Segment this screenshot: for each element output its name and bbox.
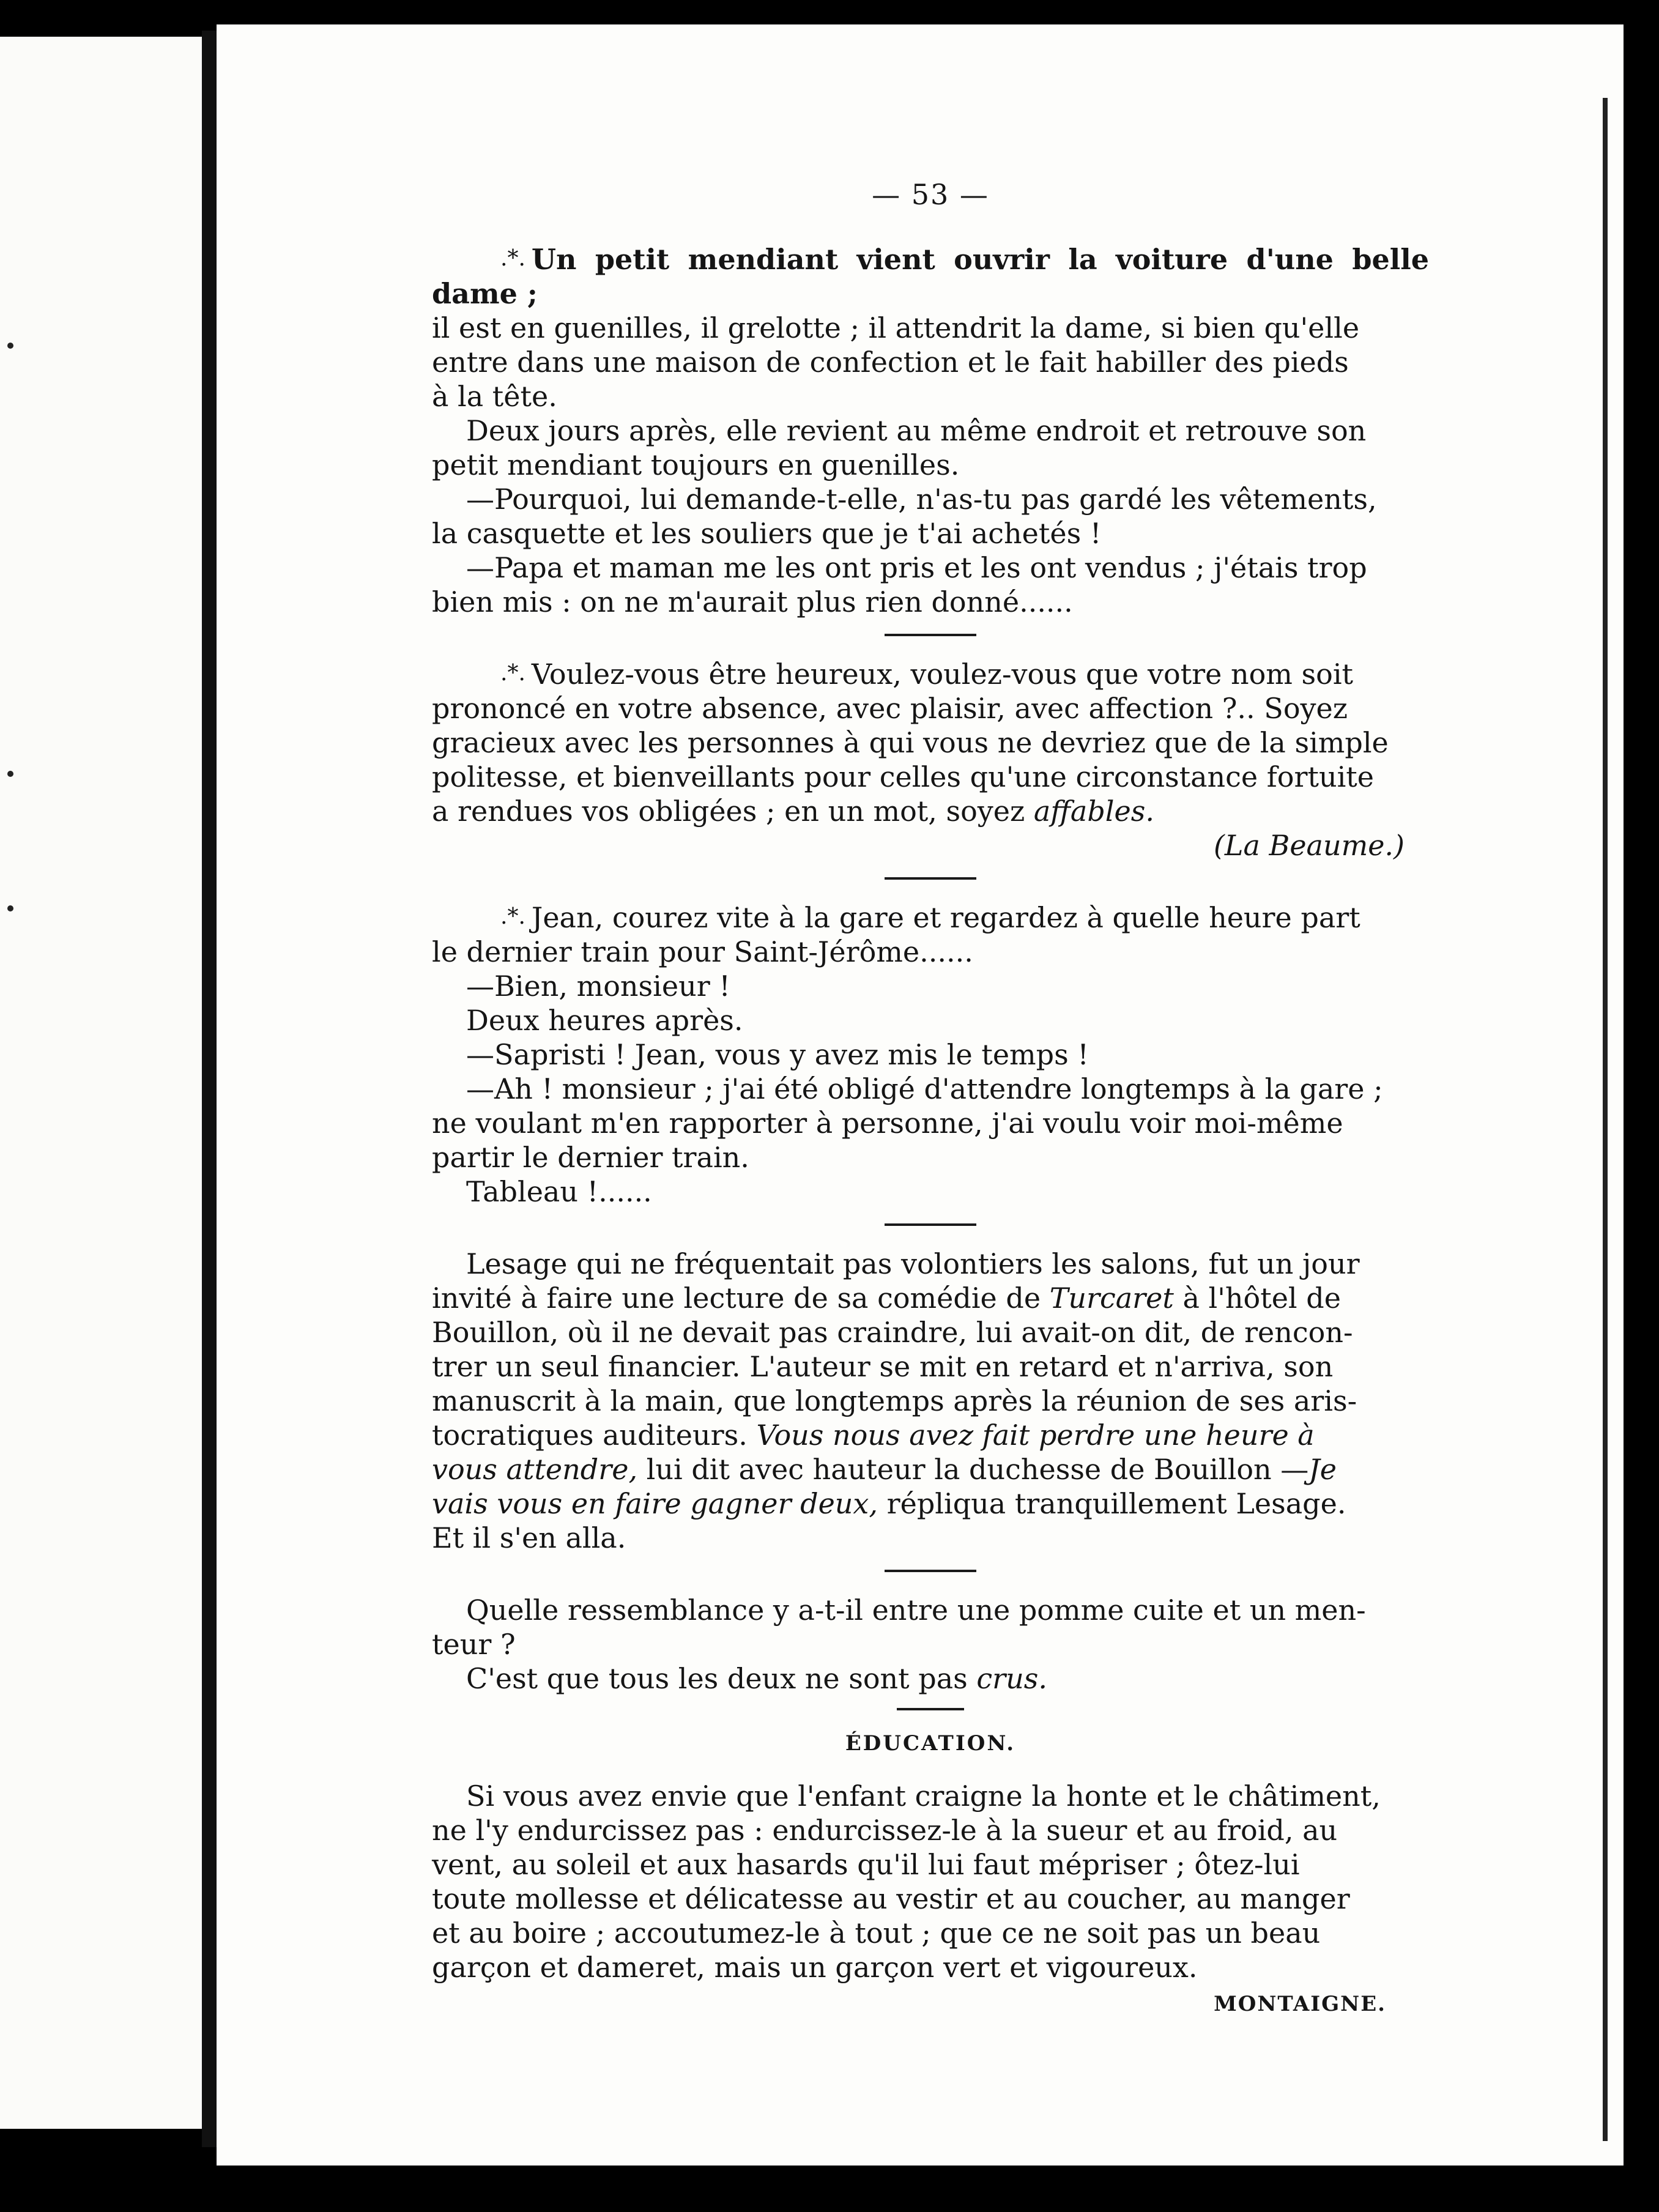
paragraph-riddle: Quelle ressemblance y a-t-il entre une pomme cuite et un men- xyxy=(466,1594,1366,1627)
author-signature: MONTAIGNE. xyxy=(1214,1992,1386,2016)
section-separator xyxy=(885,634,976,636)
asterism-icon: .*. xyxy=(500,661,525,686)
paragraph-education: Si vous avez envie que l'enfant craigne la honte et le châtiment, xyxy=(466,1780,1381,1813)
margin-mark xyxy=(7,343,13,349)
asterism-icon: .*. xyxy=(500,246,525,271)
paragraph-heureux: .*. Voulez-vous être heureux, voulez-vous que votre nom soit xyxy=(432,657,1429,691)
section-separator xyxy=(897,1708,964,1710)
page-text: — 53 — .*. Un petit mendiant vient ouvrir la voiture d'une belle dame ; il est en guenilles, il grelotte ; il attendrit la dame, si bien qu'elle entre dans une maison de confection et le fait habiller des pieds à la tête. Deux jours après, elle revient au même endroit et retrouve son petit mendiant toujours en guenilles. —Pourquoi, lui demande-t-elle, n'as-tu pas gardé les vêtements, la casquette et les souliers que je t'ai achetés ! —Papa et maman me les ont pris et les ont vendus ; j'étais trop bien mis : on ne m'aurait plus rien donné...... .*. Voulez-vous être heureux, voulez-vous que votre nom soit prononcé en votre absence, avec plaisir, avec affection ?.. Soyez gracieux avec les personnes à qui vous ne devriez que de la simple politesse, et bienveillants pour celles qu'une circonstance fortuite a rendues vos obligées ; en un mot, soyez affables. (La Beaume.) .*. Jean, courez vite à la gare et regardez à quelle heure part le dernier train pour Saint-Jérôme...... —Bien, monsieur ! Deux heures après. —Sapristi ! Jean, vous y avez mis le temps ! —Ah ! monsieur ; j'ai été obligé d'attendre longtemps à la gare ; ne voulant m'en rapporter à personne, j'ai voulu voir moi-même partir le dernier train. Tableau !...... Lesage qui ne fréquentait pas volontiers les salons, fut un jour invité à faire une lecture de sa comédie de Turcaret à l'hôtel de Bouillon, où il ne devait pas craindre, lui avait-on dit, de rencon- trer un seul financier. L'auteur se mit en retard et n'arriva, son manuscrit à la main, que longtemps après la réunion de ses aris- tocratiques auditeurs. Vous nous avez fait perdre une heure à vous attendre, lui dit avec hauteur la duchesse de Bouillon —Je vais vous en faire gagner deux, répliqua tranquillement Lesage. Et il s'en alla. Quelle ressemblance y a-t-il entre une pomme cuite et un men- teur ? C'est que tous les deux ne sont pas crus. ÉDUCATION. Si vous avez envie que l'enfant craigne la honte et le châtiment, ne l'y endurcissez pas : endurcissez-le à la sueur et au froid, au vent, au soleil et aux hasards qu'il lui faut mépriser ; ôtez-lui toute mollesse et délicatesse au vestir et au coucher, au manger et au boire ; accoutumez-le à tout ; que ce ne soit pas un beau garçon et dameret, mais un garçon vert et vigoureux. MONTAIGNE. xyxy=(432,177,1429,2021)
book-binding xyxy=(202,31,217,2147)
page-number: — 53 — xyxy=(872,178,989,211)
paragraph-papa: —Papa et maman me les ont pris et les ont vendus ; j'étais trop xyxy=(466,551,1367,584)
margin-mark xyxy=(7,905,13,911)
paragraph-mendiant: .*. Un petit mendiant vient ouvrir la voiture d'une belle dame ; xyxy=(432,243,1429,310)
paragraph-deux-jours: Deux jours après, elle revient au même endroit et retrouve son xyxy=(466,414,1367,447)
attribution-la-beaume: (La Beaume.) xyxy=(1213,829,1405,862)
section-separator xyxy=(885,877,976,880)
paragraph-jean: .*. Jean, courez vite à la gare et regardez à quelle heure part xyxy=(432,900,1429,935)
asterism-icon: .*. xyxy=(500,904,525,929)
page-edge xyxy=(1603,98,1608,2141)
margin-mark xyxy=(7,771,13,777)
section-separator xyxy=(885,1223,976,1226)
facing-page-margin xyxy=(0,37,202,2129)
section-heading-education: ÉDUCATION. xyxy=(845,1731,1016,1756)
paragraph-pourquoi: —Pourquoi, lui demande-t-elle, n'as-tu pas gardé les vêtements, xyxy=(466,483,1377,516)
paragraph-lesage: Lesage qui ne fréquentait pas volontiers les salons, fut un jour xyxy=(466,1247,1360,1280)
section-separator xyxy=(885,1570,976,1572)
